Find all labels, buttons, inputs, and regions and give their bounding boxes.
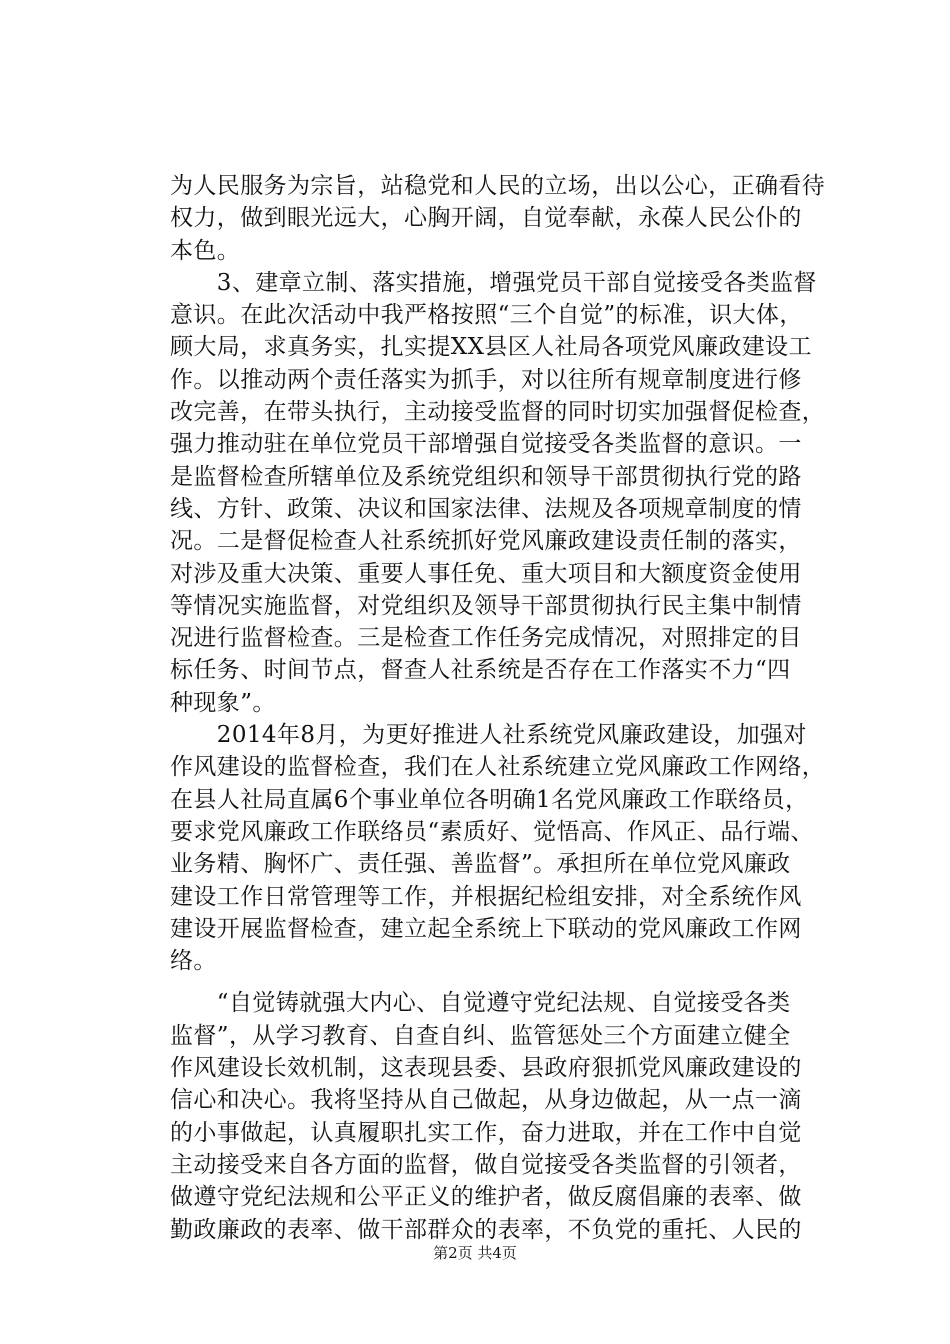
text-line: 建设开展监督检查，建立起全系统上下联动的党风廉政工作网 xyxy=(170,915,802,942)
text-line: 况进行监督检查。三是检查工作任务完成情况，对照排定的目 xyxy=(170,625,802,652)
text-line: 信心和决心。我将坚持从自己做起，从身边做起，从一点一滴 xyxy=(170,1087,802,1114)
text-line: 顾大局，求真务实，扎实提XX县区人社局各项党风廉政建设工 xyxy=(170,334,812,361)
text-line: 意识。在此次活动中我严格按照“三个自觉”的标准，识大体， xyxy=(170,302,803,329)
text-line: 作风建设长效机制，这表现县委、县政府狠抓党风廉政建设的 xyxy=(170,1055,802,1082)
text-line: 况。二是督促检查人社系统抓好党风廉政建设责任制的落实， xyxy=(170,528,802,555)
text-line: 强力推动驻在单位党员干部增强自觉接受各类监督的意识。一 xyxy=(170,431,802,458)
text-line: 作风建设的监督检查，我们在人社系统建立党风廉政工作网络， xyxy=(170,754,826,781)
paragraph xyxy=(170,987,830,1245)
page-footer: 第2页 共4页 xyxy=(433,1244,517,1262)
text-line: 建设工作日常管理等工作，并根据纪检组安排，对全系统作风 xyxy=(170,883,802,910)
text-line: 3、建章立制、落实措施，增强党员干部自觉接受各类监督 xyxy=(170,269,817,296)
text-line: 作。以推动两个责任落实为抓手，对以往所有规章制度进行修 xyxy=(170,366,802,393)
paragraph xyxy=(170,170,830,267)
text-line: 监督”，从学习教育、自查自纠、监管惩处三个方面建立健全 xyxy=(170,1022,791,1049)
text-line: 权力，做到眼光远大，心胸开阔，自觉奉献，永葆人民公仆的 xyxy=(170,205,802,232)
text-line: 标任务、时间节点，督查人社系统是否存在工作落实不力“四 xyxy=(170,657,791,684)
text-line: 2014年8月，为更好推进人社系统党风廉政建设，加强对 xyxy=(170,722,807,749)
text-line: 种现象”。 xyxy=(170,689,276,716)
text-line: 的小事做起，认真履职扎实工作，奋力进取，并在工作中自觉 xyxy=(170,1119,802,1146)
text-line: 业务精、胸怀广、责任强、善监督”。承担所在单位党风廉政 xyxy=(170,851,791,878)
text-line: 等情况实施监督，对党组织及领导干部贯彻执行民主集中制情 xyxy=(170,592,802,619)
text-line: 要求党风廉政工作联络员“素质好、觉悟高、作风正、品行端、 xyxy=(170,818,814,845)
text-line: 为人民服务为宗旨，站稳党和人民的立场，出以公心，正确看待 xyxy=(170,173,826,199)
text-line: 络。 xyxy=(170,948,217,975)
text-line: 做遵守党纪法规和公平正义的维护者，做反腐倡廉的表率、做 xyxy=(170,1184,802,1211)
text-line: 在县人社局直属6个事业单位各明确1名党风廉政工作联络员， xyxy=(170,786,809,813)
text-line: 勤政廉政的表率、做干部群众的表率，不负党的重托、人民的 xyxy=(170,1216,802,1243)
paragraph-gap xyxy=(170,977,830,987)
text-line: 主动接受来自各方面的监督，做自觉接受各类监督的引领者， xyxy=(170,1151,802,1178)
text-line: “自觉铸就强大内心、自觉遵守党纪法规、自觉接受各类 xyxy=(170,990,791,1017)
text-line: 改完善，在带头执行，主动接受监督的同时切实加强督促检查， xyxy=(170,399,826,426)
text-line: 对涉及重大决策、重要人事任免、重大项目和大额度资金使用 xyxy=(170,560,802,587)
paragraph xyxy=(170,719,830,977)
text-line: 本色。 xyxy=(170,237,241,264)
text-line: 是监督检查所辖单位及系统党组织和领导干部贯彻执行党的路 xyxy=(170,463,802,490)
body-text xyxy=(170,170,830,1246)
paragraph xyxy=(170,267,830,719)
text-line: 线、方针、政策、决议和国家法律、法规及各项规章制度的情 xyxy=(170,495,802,522)
